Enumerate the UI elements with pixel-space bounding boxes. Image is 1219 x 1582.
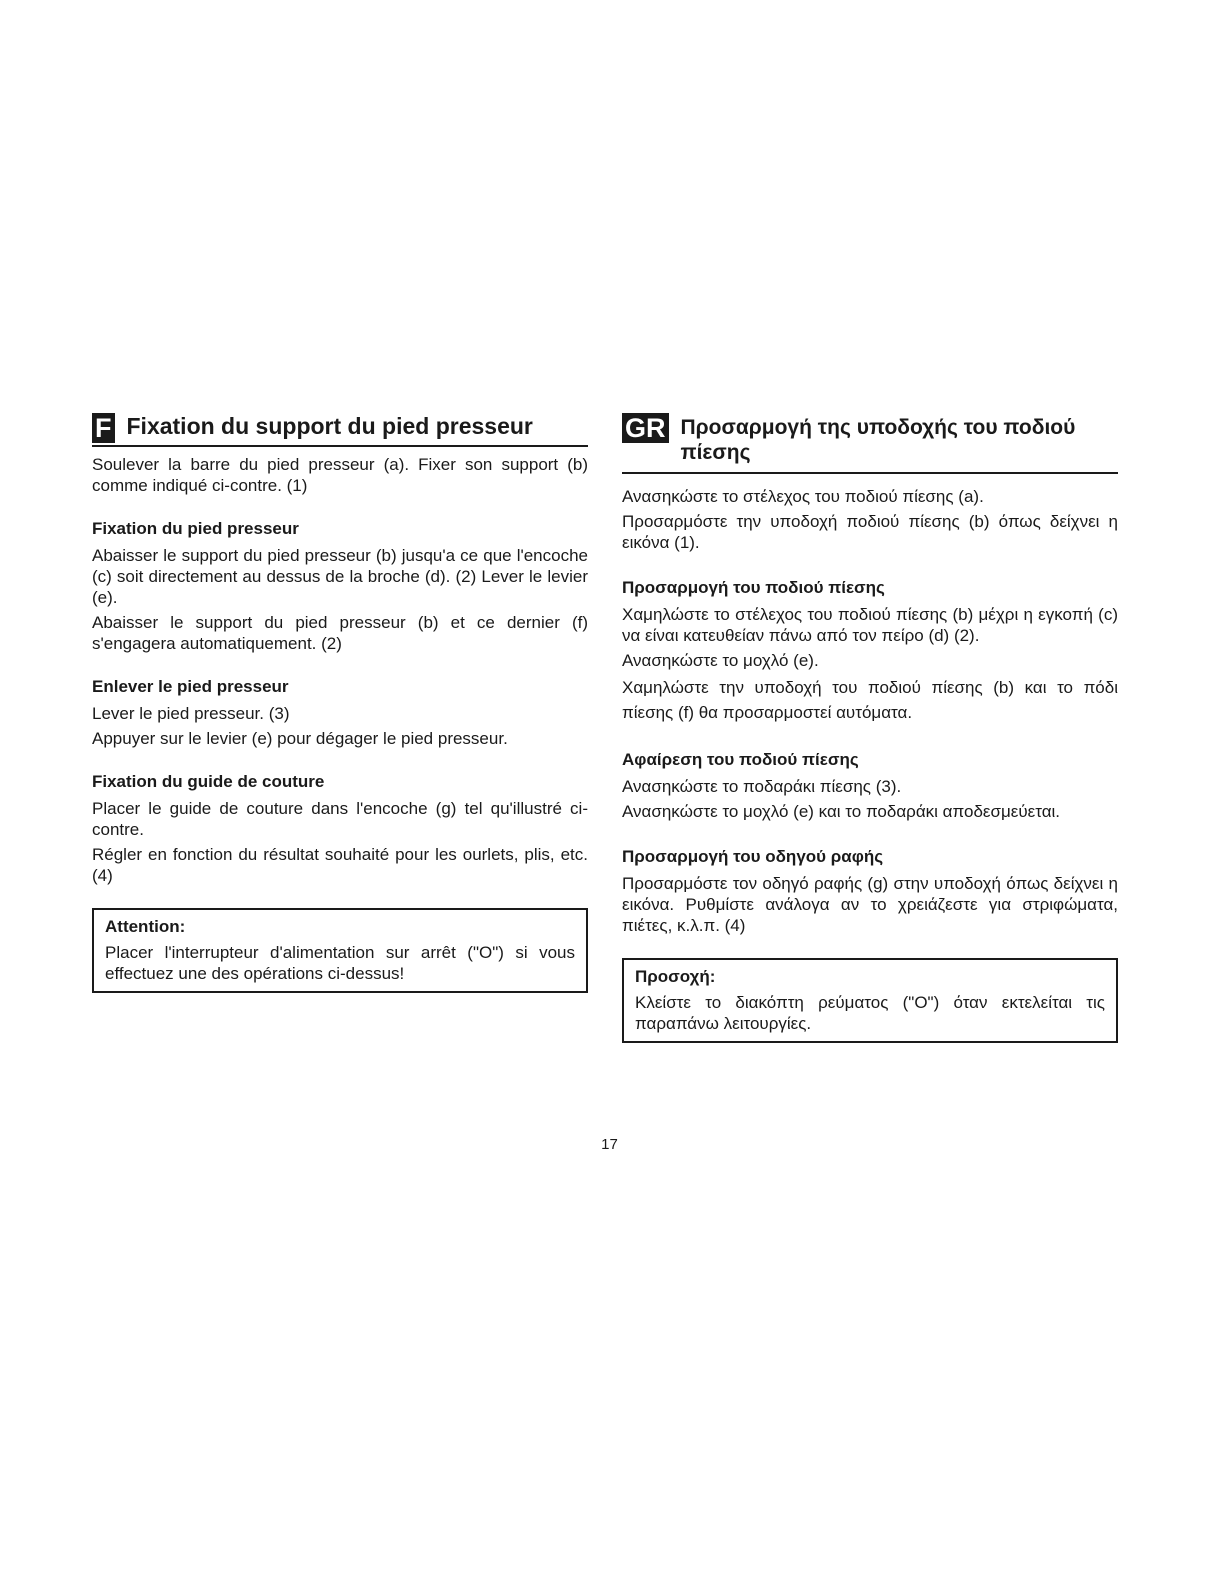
french-attention-title: Attention: bbox=[105, 917, 186, 936]
greek-paragraph: Χαμηλώστε την υποδοχή του ποδιού πίεσης (b) και το πόδι πίεσης (f) θα προσαρμοστεί αυτόματα. bbox=[622, 678, 1118, 722]
greek-title: Προσαρμογή της υποδοχής του ποδιού πίεσης bbox=[680, 416, 1076, 464]
french-section-title: Fixation du pied presseur bbox=[92, 519, 299, 538]
french-section-title: Fixation du guide de couture bbox=[92, 772, 325, 791]
greek-paragraph: Χαμηλώστε το στέλεχος του ποδιού πίεσης (b) μέχρι η εγκοπή (c) να είναι κατευθείαν πάνω από τον πείρο (d) (2). bbox=[622, 605, 1118, 645]
greek-paragraph: Ανασηκώστε το ποδαράκι πίεσης (3). bbox=[622, 777, 902, 796]
language-badge-gr: GR bbox=[622, 413, 669, 443]
greek-intro: Προσαρμόστε την υποδοχή ποδιού πίεσης (b) όπως δείχνει η εικόνα (1). bbox=[622, 512, 1118, 552]
greek-column bbox=[622, 412, 1118, 1043]
french-paragraph: Appuyer sur le levier (e) pour dégager le pied presseur. bbox=[92, 729, 508, 748]
greek-heading bbox=[622, 412, 1118, 474]
french-paragraph: Abaisser le support du pied presseur (b) et ce dernier (f) s'engagera automatiquement. (2) bbox=[92, 613, 588, 653]
greek-paragraph: Προσαρμόστε τον οδηγό ραφής (g) στην υποδοχή όπως δείχνει η εικόνα. Ρυθμίστε ανάλογα αν το χρειάζεστε για στριφώματα, πιέτες, κ.λ.π. (4) bbox=[622, 874, 1118, 935]
french-paragraph: Lever le pied presseur. (3) bbox=[92, 704, 290, 723]
french-section-title: Enlever le pied presseur bbox=[92, 677, 289, 696]
greek-attention-text: Κλείστε το διακόπτη ρεύματος ("O") όταν εκτελείται τις παραπάνω λειτουργίες. bbox=[635, 993, 1105, 1033]
greek-section-title: Προσαρμογή του ποδιού πίεσης bbox=[622, 578, 885, 597]
greek-section-title: Αφαίρεση του ποδιού πίεσης bbox=[622, 750, 859, 769]
greek-attention-box bbox=[622, 958, 1118, 1043]
french-intro: Soulever la barre du pied presseur (a). Fixer son support (b) comme indiqué ci-contre. (1) bbox=[92, 455, 588, 495]
greek-paragraph: Ανασηκώστε το μοχλό (e) και το ποδαράκι αποδεσμεύεται. bbox=[622, 802, 1061, 821]
french-paragraph: Placer le guide de couture dans l'encoche (g) tel qu'illustré ci-contre. bbox=[92, 799, 588, 839]
french-column bbox=[92, 412, 588, 993]
greek-intro: Ανασηκώστε το στέλεχος του ποδιού πίεσης (a). bbox=[622, 487, 984, 506]
language-badge-f: F bbox=[92, 413, 115, 443]
french-heading bbox=[92, 412, 588, 447]
french-paragraph: Régler en fonction du résultat souhaité pour les ourlets, plis, etc. (4) bbox=[92, 845, 588, 885]
french-title: Fixation du support du pied presseur bbox=[126, 413, 533, 439]
page-number: 17 bbox=[601, 1136, 618, 1153]
french-attention-box bbox=[92, 908, 588, 993]
greek-section-title: Προσαρμογή του οδηγού ραφής bbox=[622, 847, 884, 866]
french-paragraph: Abaisser le support du pied presseur (b) jusqu'a ce que l'encoche (c) soit directement au dessus de la broche (d). (2) Lever le levier (e). bbox=[92, 546, 588, 607]
greek-attention-title: Προσοχή: bbox=[635, 967, 716, 986]
greek-paragraph: Ανασηκώστε το μοχλό (e). bbox=[622, 651, 819, 670]
french-attention-text: Placer l'interrupteur d'alimentation sur arrêt ("O") si vous effectuez une des opérations ci-dessus! bbox=[105, 943, 575, 983]
